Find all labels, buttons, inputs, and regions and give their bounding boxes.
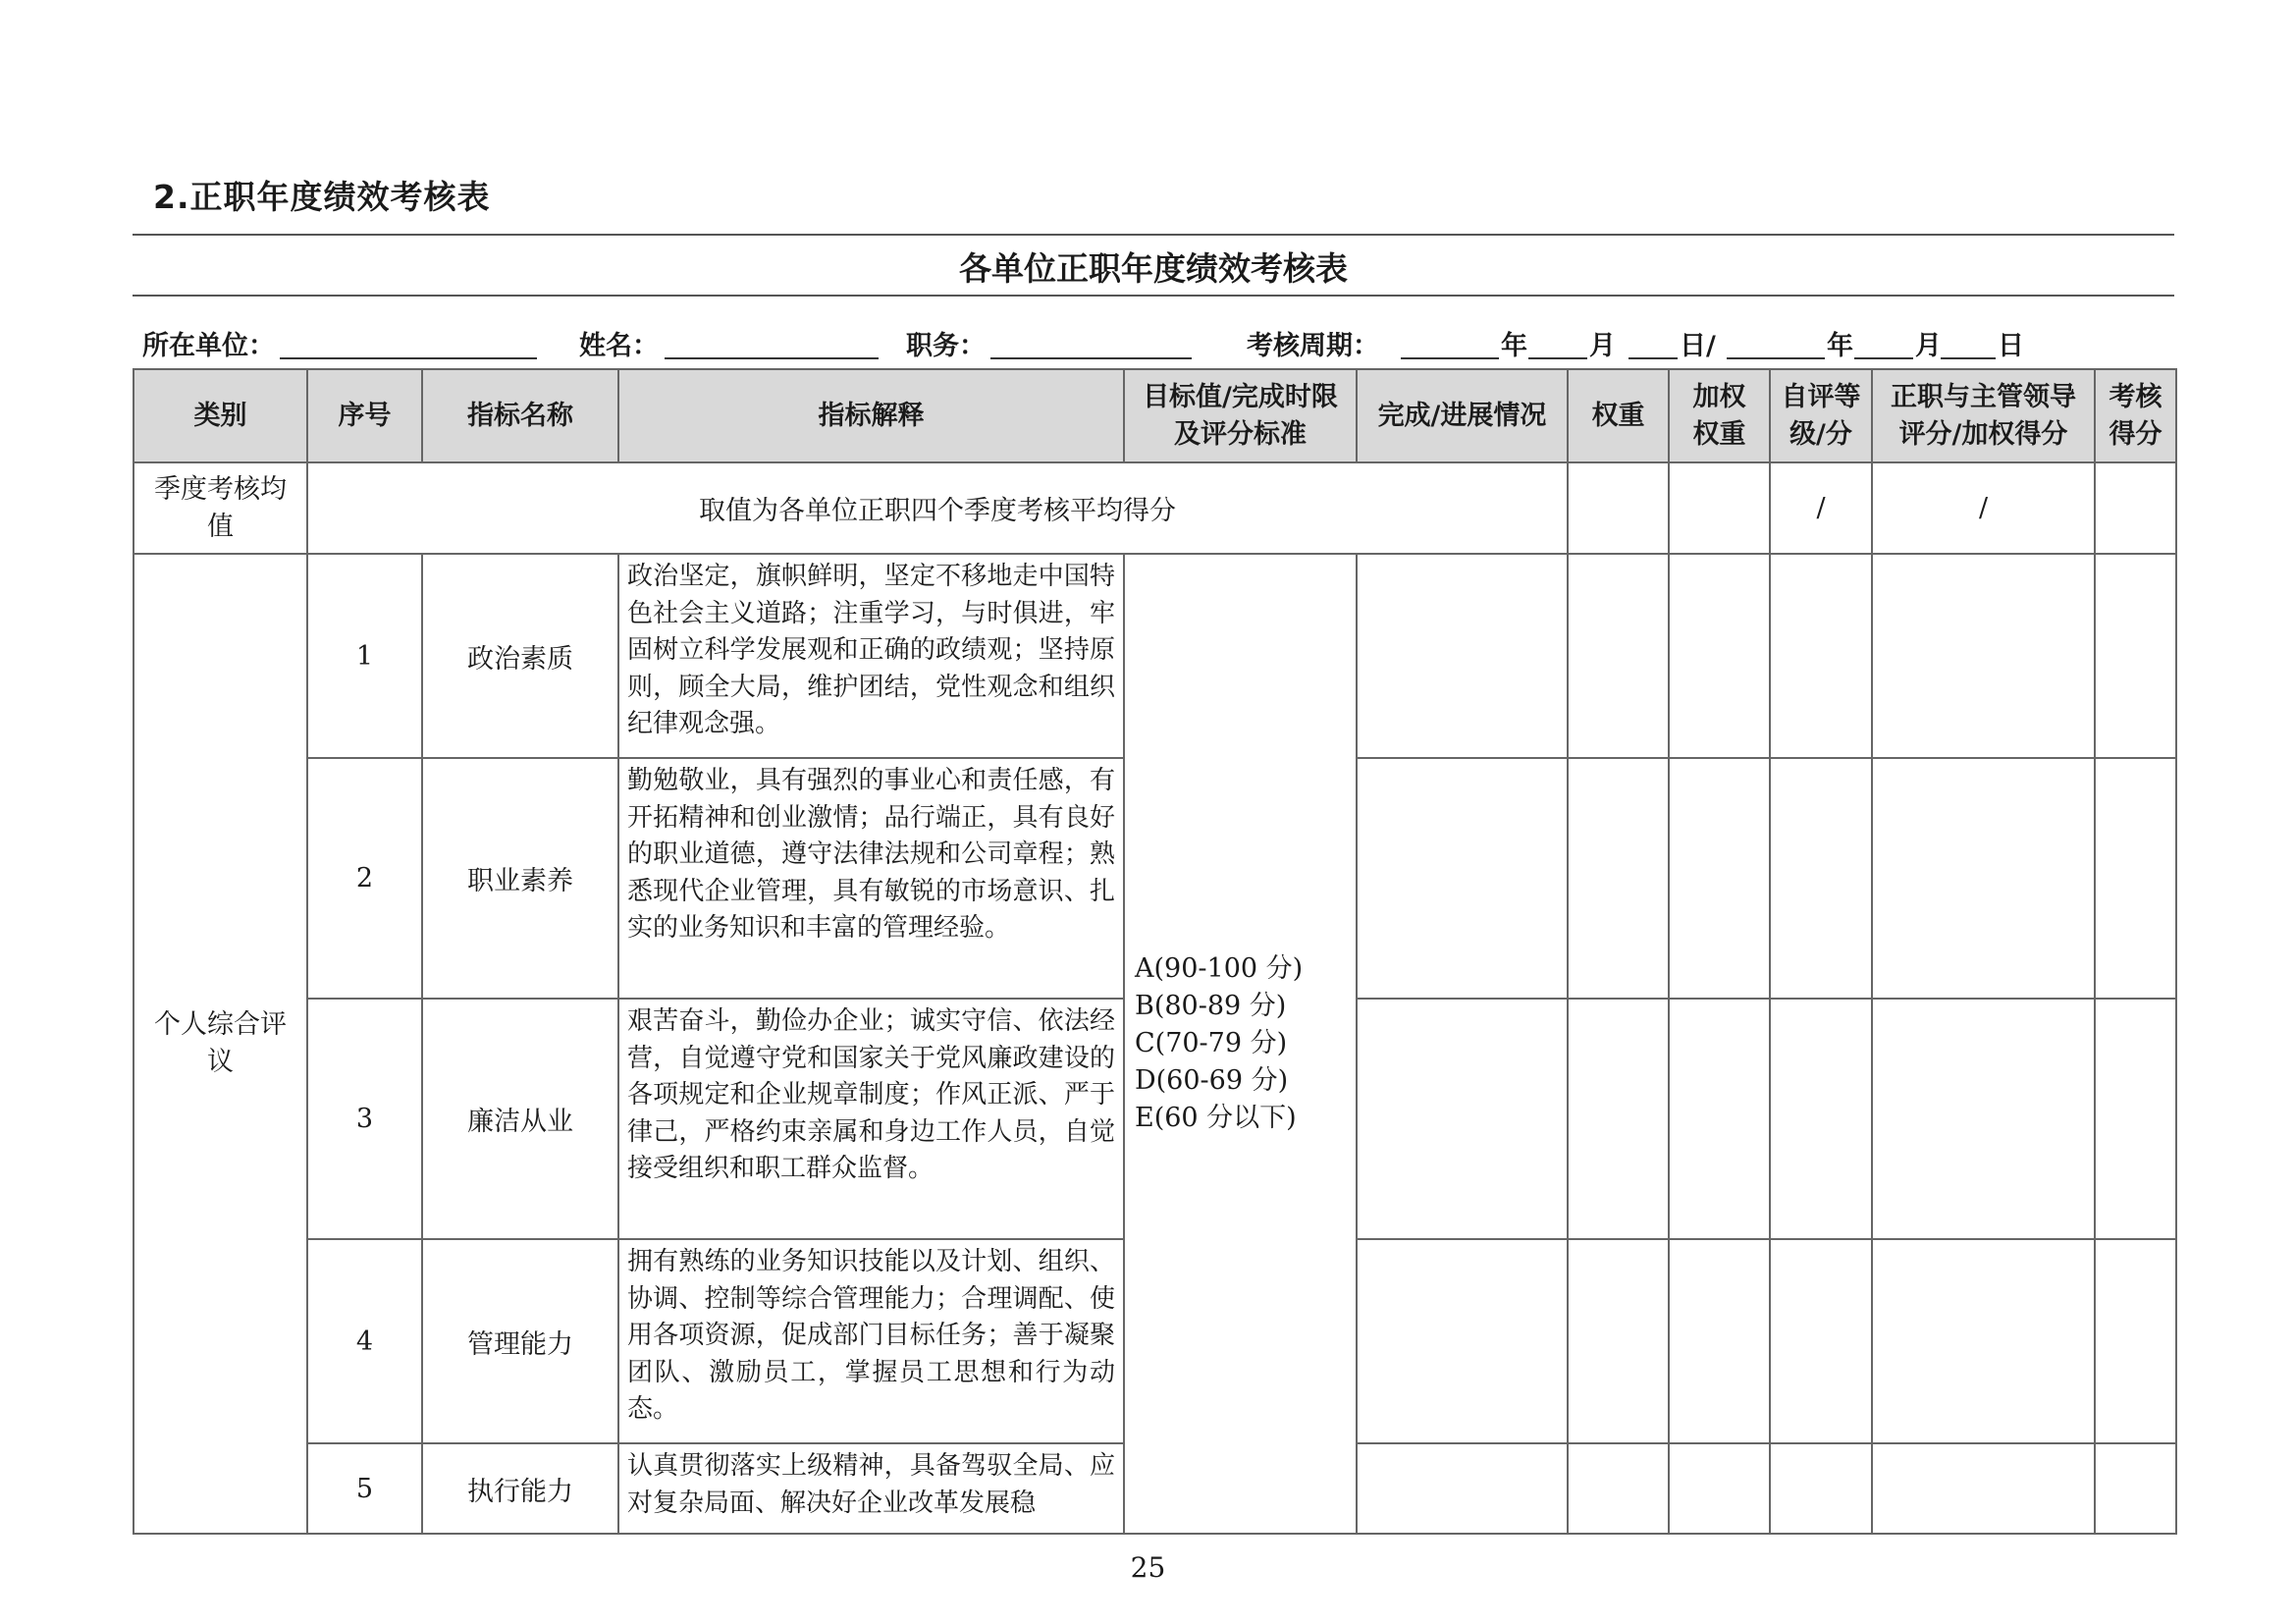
quarter-category: 季度考核均 值	[133, 462, 307, 554]
header-seq: 序号	[307, 369, 422, 462]
header-leader-score: 正职与主管领导 评分/加权得分	[1872, 369, 2095, 462]
info-row	[142, 324, 2174, 363]
start-day-field[interactable]	[1629, 357, 1678, 359]
scoring-standards	[1124, 554, 1357, 1534]
end-day-field[interactable]	[1941, 357, 1996, 359]
quarter-self-cell: /	[1770, 462, 1872, 554]
weighted-cell[interactable]	[1669, 1443, 1770, 1534]
row-indicator: 政治素质	[422, 554, 618, 758]
header-category: 类别	[133, 369, 307, 462]
table-row	[133, 554, 2176, 758]
header-self-eval: 自评等 级/分	[1770, 369, 1872, 462]
quarter-row	[133, 462, 2176, 554]
weight-cell[interactable]	[1568, 758, 1669, 999]
period-label: 考核周期：	[1247, 331, 1379, 361]
self-cell[interactable]	[1770, 999, 1872, 1239]
row-seq: 4	[307, 1239, 422, 1443]
row-seq: 3	[307, 999, 422, 1239]
start-month-unit: 月	[1589, 331, 1616, 361]
row-seq: 5	[307, 1443, 422, 1534]
end-year-unit: 年	[1827, 331, 1853, 361]
header-indicator: 指标名称	[422, 369, 618, 462]
position-label: 职务：	[906, 331, 986, 361]
position-field[interactable]	[990, 357, 1192, 359]
header-explain: 指标解释	[618, 369, 1124, 462]
standard-d: D(60-69 分)	[1135, 1065, 1289, 1096]
weighted-cell[interactable]	[1669, 1239, 1770, 1443]
progress-cell[interactable]	[1357, 1443, 1568, 1534]
score-cell[interactable]	[2095, 1239, 2176, 1443]
row-explain: 认真贯彻落实上级精神，具备驾驭全局、应对复杂局面、解决好企业改革发展稳	[618, 1443, 1124, 1534]
start-month-field[interactable]	[1528, 357, 1587, 359]
quarter-weight-cell[interactable]	[1568, 462, 1669, 554]
page-number: 25	[1130, 1551, 1166, 1584]
leader-cell[interactable]	[1872, 758, 2095, 999]
end-day-unit: 日	[1998, 331, 2024, 361]
quarter-leader-cell: /	[1872, 462, 2095, 554]
progress-cell[interactable]	[1357, 758, 1568, 999]
start-day-unit: 日/	[1680, 331, 1716, 361]
title-rule	[133, 295, 2174, 297]
standard-e: E(60 分以下)	[1135, 1103, 1297, 1133]
row-indicator: 廉洁从业	[422, 999, 618, 1239]
self-cell[interactable]	[1770, 1239, 1872, 1443]
standard-a: A(90-100 分)	[1135, 953, 1304, 984]
row-indicator: 管理能力	[422, 1239, 618, 1443]
weighted-cell[interactable]	[1669, 554, 1770, 758]
header-row	[133, 369, 2176, 462]
unit-field[interactable]	[280, 357, 537, 359]
end-month-field[interactable]	[1854, 357, 1913, 359]
header-weighted-weight: 加权 权重	[1669, 369, 1770, 462]
row-indicator: 执行能力	[422, 1443, 618, 1534]
progress-cell[interactable]	[1357, 1239, 1568, 1443]
weight-cell[interactable]	[1568, 999, 1669, 1239]
leader-cell[interactable]	[1872, 1443, 2095, 1534]
row-explain: 政治坚定，旗帜鲜明，坚定不移地走中国特色社会主义道路；注重学习，与时俱进，牢固树立科学发展观和正确的政绩观；坚持原则，顾全大局，维护团结，党性观念和组织纪律观念强。	[618, 554, 1124, 758]
weight-cell[interactable]	[1568, 554, 1669, 758]
row-explain: 拥有熟练的业务知识技能以及计划、组织、协调、控制等综合管理能力；合理调配、使用各项资源，促成部门目标任务；善于凝聚团队、激励员工，掌握员工思想和行为动态。	[618, 1239, 1124, 1443]
standard-b: B(80-89 分)	[1135, 991, 1287, 1021]
score-cell[interactable]	[2095, 758, 2176, 999]
header-target: 目标值/完成时限 及评分标准	[1124, 369, 1357, 462]
evaluation-table	[133, 368, 2177, 1535]
start-year-unit: 年	[1501, 331, 1527, 361]
score-cell[interactable]	[2095, 1443, 2176, 1534]
name-label: 姓名：	[579, 331, 659, 361]
self-cell[interactable]	[1770, 1443, 1872, 1534]
self-cell[interactable]	[1770, 554, 1872, 758]
row-explain: 艰苦奋斗，勤俭办企业；诚实守信、依法经营，自觉遵守党和国家关于党风廉政建设的各项规定和企业规章制度；作风正派、严于律己，严格约束亲属和身边工作人员，自觉接受组织和职工群众监督。	[618, 999, 1124, 1239]
table-title: 各单位正职年度绩效考核表	[959, 249, 1348, 288]
quarter-weighted-cell[interactable]	[1669, 462, 1770, 554]
top-rule	[133, 234, 2174, 236]
end-year-field[interactable]	[1727, 357, 1825, 359]
self-cell[interactable]	[1770, 758, 1872, 999]
start-year-field[interactable]	[1401, 357, 1499, 359]
name-field[interactable]	[665, 357, 879, 359]
row-explain: 勤勉敬业，具有强烈的事业心和责任感，有开拓精神和创业激情；品行端正，具有良好的职业道德，遵守法律法规和公司章程；熟悉现代企业管理，具有敏锐的市场意识、扎实的业务知识和丰富的管理经验。	[618, 758, 1124, 999]
row-seq: 1	[307, 554, 422, 758]
quarter-description: 取值为各单位正职四个季度考核平均得分	[307, 462, 1568, 554]
header-progress: 完成/进展情况	[1357, 369, 1568, 462]
score-cell[interactable]	[2095, 999, 2176, 1239]
standard-c: C(70-79 分)	[1135, 1028, 1288, 1058]
section-title: 2.正职年度绩效考核表	[153, 178, 491, 216]
leader-cell[interactable]	[1872, 1239, 2095, 1443]
weighted-cell[interactable]	[1669, 758, 1770, 999]
leader-cell[interactable]	[1872, 554, 2095, 758]
progress-cell[interactable]	[1357, 554, 1568, 758]
unit-label: 所在单位：	[142, 331, 275, 361]
progress-cell[interactable]	[1357, 999, 1568, 1239]
row-indicator: 职业素养	[422, 758, 618, 999]
quarter-score-cell[interactable]	[2095, 462, 2176, 554]
row-seq: 2	[307, 758, 422, 999]
weight-cell[interactable]	[1568, 1239, 1669, 1443]
header-final-score: 考核 得分	[2095, 369, 2176, 462]
header-weight: 权重	[1568, 369, 1669, 462]
personal-category: 个人综合评 议	[133, 554, 307, 1534]
weight-cell[interactable]	[1568, 1443, 1669, 1534]
score-cell[interactable]	[2095, 554, 2176, 758]
end-month-unit: 月	[1915, 331, 1942, 361]
leader-cell[interactable]	[1872, 999, 2095, 1239]
weighted-cell[interactable]	[1669, 999, 1770, 1239]
